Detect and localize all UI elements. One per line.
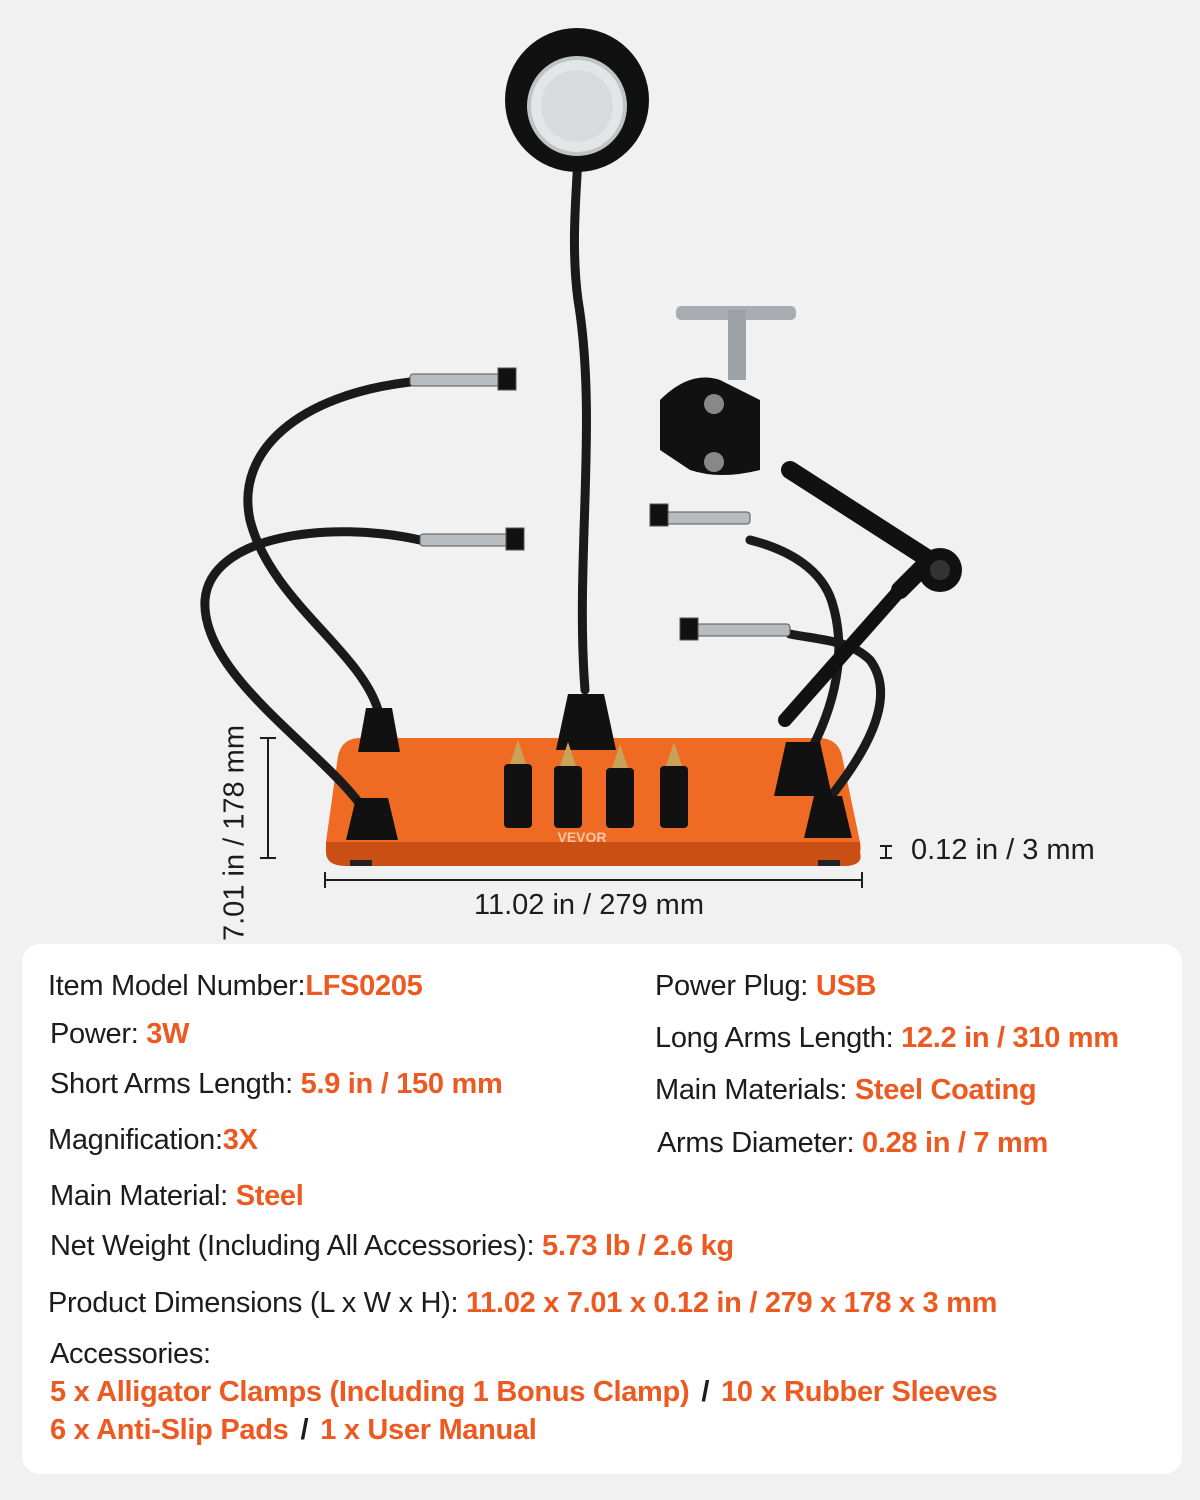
thickness-dimension-label: 0.12 in / 3 mm bbox=[911, 834, 1095, 866]
spec-long-arms: Long Arms Length: 12.2 in / 310 mm bbox=[655, 1022, 1119, 1054]
spec-main-materials: Main Materials: Steel Coating bbox=[655, 1074, 1037, 1106]
spec-main-material: Main Material: Steel bbox=[50, 1180, 304, 1212]
vevor-logo: VEVOR bbox=[557, 829, 607, 845]
accessories-heading: Accessories: bbox=[50, 1338, 211, 1370]
accessory-alligator-clamps: 5 x Alligator Clamps (Including 1 Bonus Clamp) bbox=[50, 1376, 690, 1408]
width-dimension-label: 11.02 in / 279 mm bbox=[474, 889, 704, 921]
accessories-line-2: 6 x Anti-Slip Pads / 1 x User Manual bbox=[50, 1414, 537, 1446]
super-clamp bbox=[660, 306, 796, 475]
spec-short-arms: Short Arms Length: 5.9 in / 150 mm bbox=[50, 1068, 503, 1100]
spec-model: Item Model Number:LFS0205 bbox=[48, 970, 423, 1002]
magnifier-lamp bbox=[505, 28, 649, 172]
accessory-rubber-sleeves: 10 x Rubber Sleeves bbox=[721, 1376, 998, 1408]
spec-arms-diameter: Arms Diameter: 0.28 in / 7 mm bbox=[657, 1127, 1048, 1159]
specifications-card bbox=[22, 944, 1182, 1474]
height-dimension-label: 7.01 in / 178 mm bbox=[218, 725, 251, 941]
spec-dimensions: Product Dimensions (L x W x H): 11.02 x 7.01 x 0.12 in / 279 x 178 x 3 mm bbox=[48, 1287, 998, 1319]
spec-net-weight: Net Weight (Including All Accessories): 5.73 lb / 2.6 kg bbox=[50, 1230, 734, 1262]
accessory-user-manual: 1 x User Manual bbox=[320, 1414, 537, 1446]
spec-power: Power: 3W bbox=[50, 1018, 190, 1050]
spec-power-plug: Power Plug: USB bbox=[655, 970, 877, 1002]
accessory-anti-slip-pads: 6 x Anti-Slip Pads bbox=[50, 1414, 289, 1446]
accessories-line-1: 5 x Alligator Clamps (Including 1 Bonus Clamp) / 10 x Rubber Sleeves bbox=[50, 1376, 998, 1408]
spec-magnification: Magnification:3X bbox=[48, 1124, 258, 1156]
